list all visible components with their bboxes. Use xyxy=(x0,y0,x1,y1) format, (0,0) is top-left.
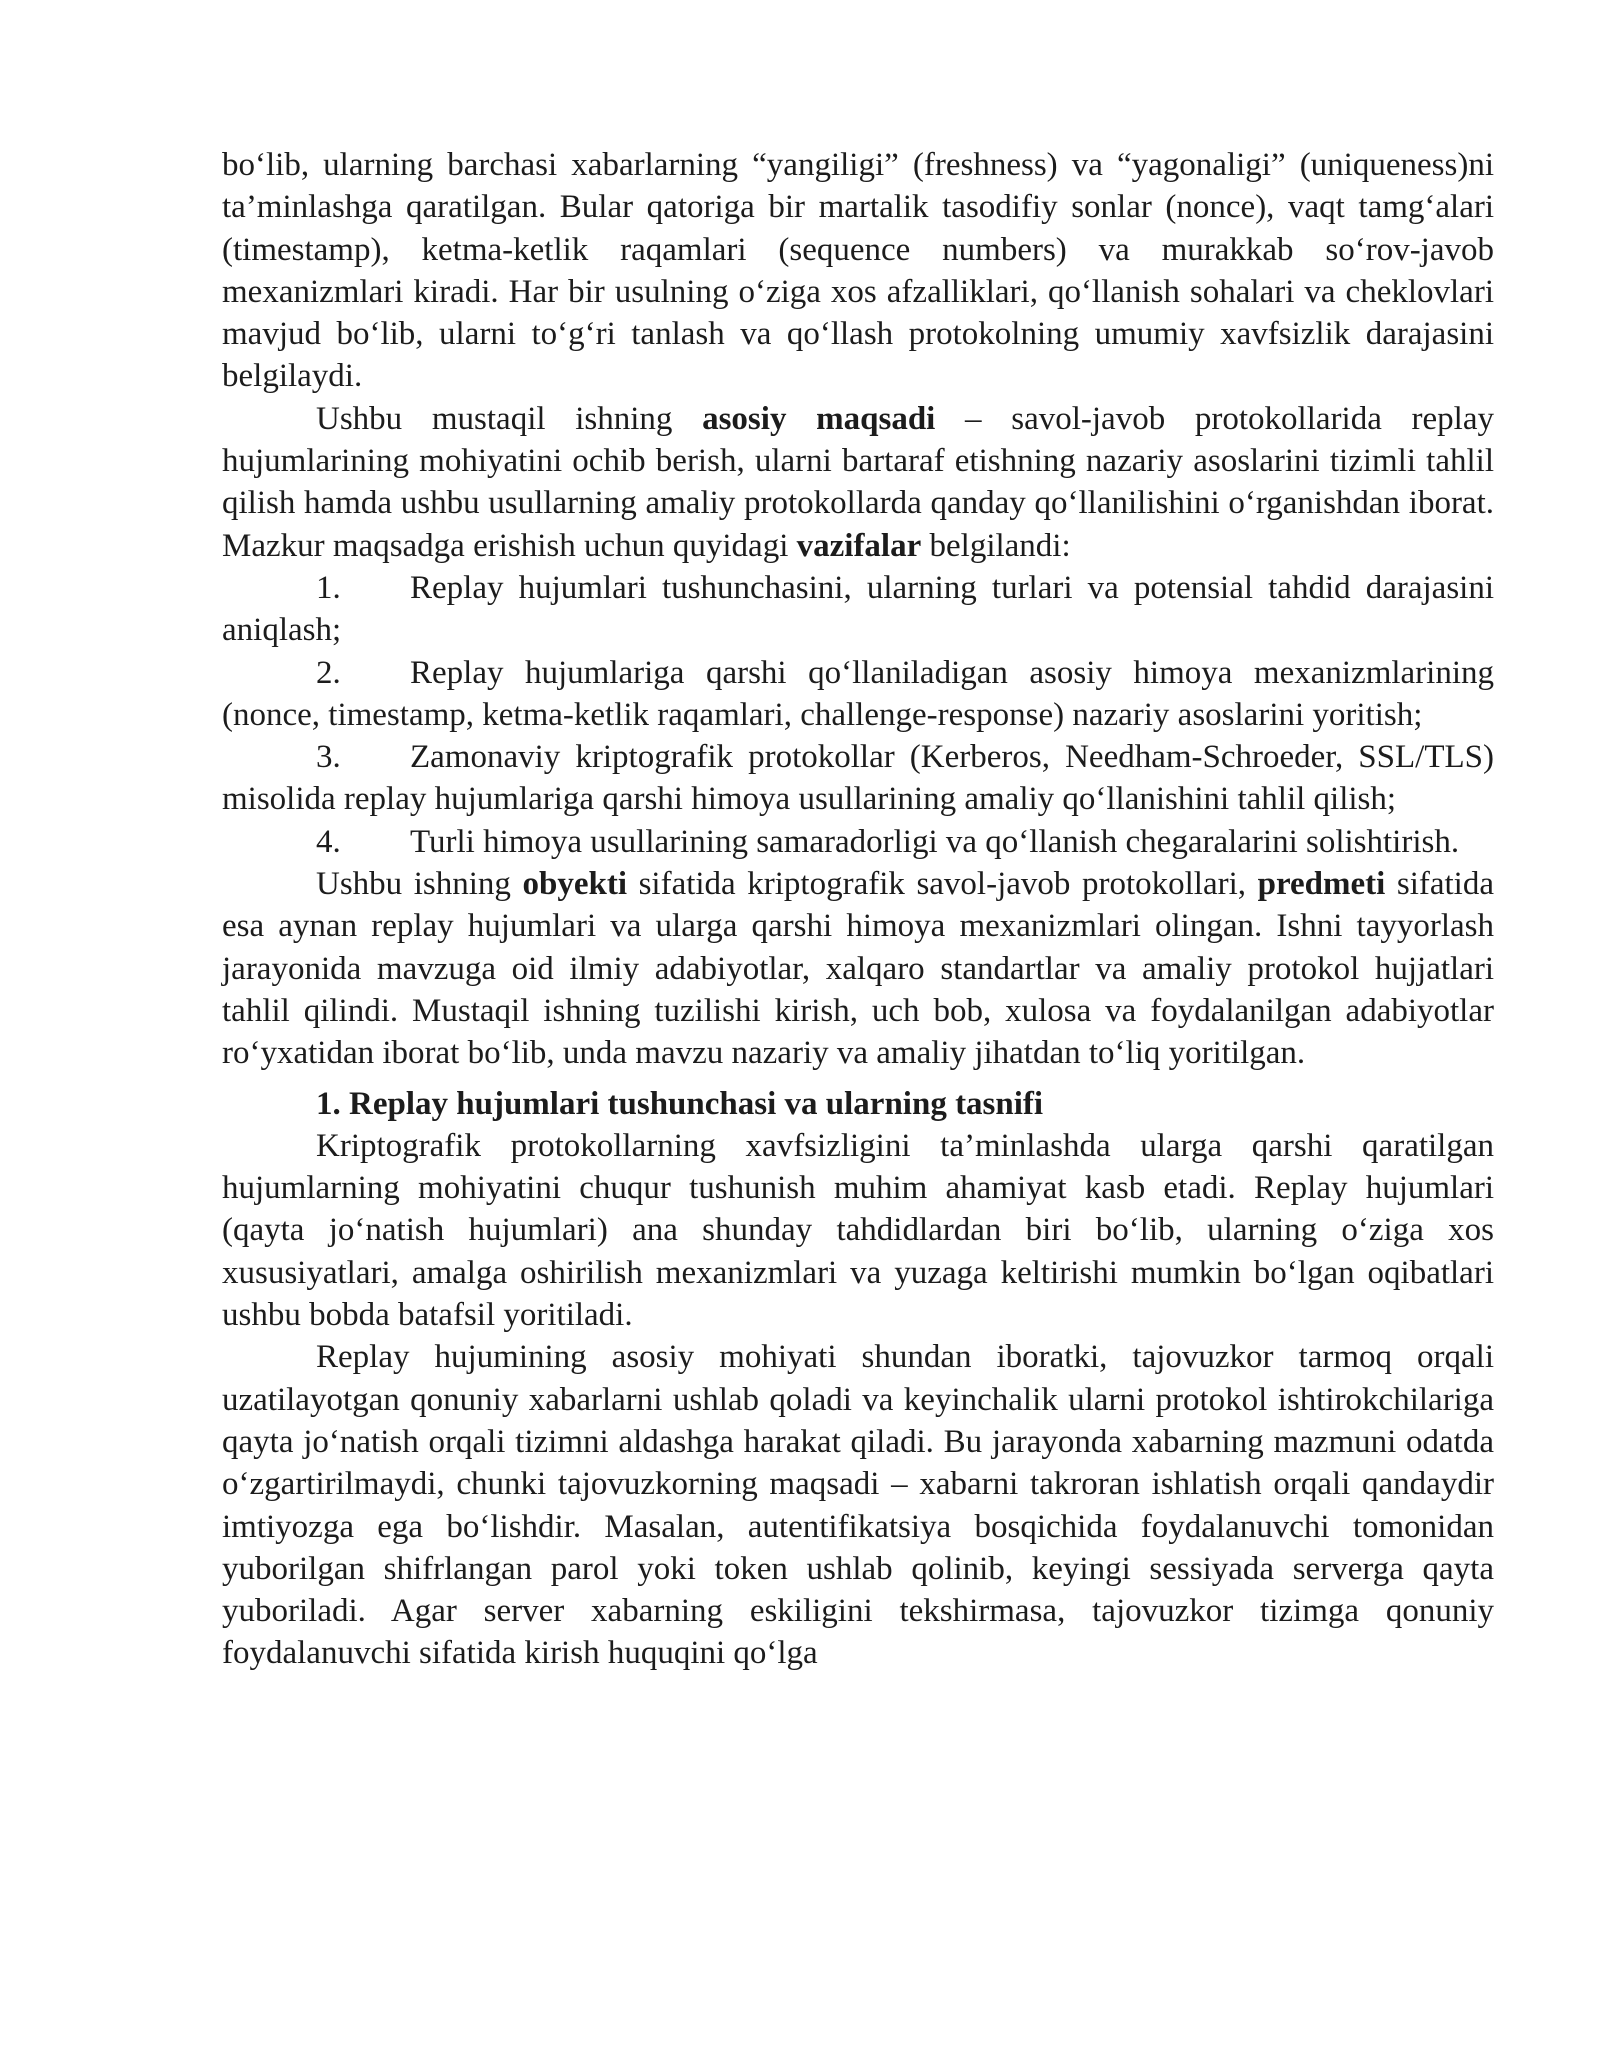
task-item-4 xyxy=(222,821,1494,863)
document-page xyxy=(222,144,1494,1675)
task-item-3 xyxy=(222,736,1494,821)
task-item-2 xyxy=(222,652,1494,737)
task-number: 4. xyxy=(316,823,341,860)
object-bold-object: obyekti xyxy=(522,866,627,903)
task-number: 3. xyxy=(316,739,341,776)
section-paragraph-2: Replay hujumining asosiy mohiyati shundan iboratki, tajovuzkor tarmoq orqali uzatilayotgan qonuniy xabarlarni ushlab qoladi va keyinchalik ularni protokol ishtirokchilariga qayta jo‘natish orqali tizimni aldashga harakat qiladi. Bu jarayonda xabarning mazmuni odatda o‘zgartirilmaydi, chunki tajovuzkorning maqsadi – xabarni takroran ishlatish orqali qandaydir imtiyozga ega bo‘lishdir. Masalan, autentifikatsiya bosqichida foydalanuvchi tomonidan yuborilgan shifrlangan parol yoki token ushlab qolinib, keyingi sessiyada serverga qayta yuboriladi. Agar server xabarning eskiligini tekshirmasa, tajovuzkor tizimga qonuniy foydalanuvchi sifatida kirish huquqini qo‘lga xyxy=(222,1339,1494,1672)
task-text: Turli himoya usullarining samaradorligi va qo‘llanish chegaralarini solishtirish. xyxy=(410,823,1460,860)
task-text: Zamonaviy kriptografik protokollar (Kerberos, Needham-Schroeder, SSL/TLS) misolida replay hujumlariga qarshi himoya usullarining amaliy qo‘llanishini tahlil qilish; xyxy=(222,739,1494,818)
section-paragraph-1: Kriptografik protokollarning xavfsizligini ta’minlashda ularga qarshi qaratilgan hujumlarning mohiyatini chuqur tushunish muhim ahamiyat kasb etadi. Replay hujumlari (qayta jo‘natish hujumlari) ana shunday tahdidlardan biri bo‘lib, ularning o‘ziga xos xususiyatlari, amalga oshirilish mexanizmlari va yuzaga keltirishi mumkin bo‘lgan oqibatlari ushbu bobda batafsil yoritiladi. xyxy=(222,1127,1494,1334)
section-heading: 1. Replay hujumlari tushunchasi va ularning tasnifi xyxy=(316,1085,1044,1122)
goal-text-before: Ushbu mustaqil ishning xyxy=(316,400,703,437)
object-text-before: Ushbu ishning xyxy=(316,866,523,903)
task-text: Replay hujumlari tushunchasini, ularning turlari va potensial tahdid darajasini aniqlash; xyxy=(222,569,1494,649)
goal-text-middle: – savol-javob protokollarida replay hujumlarining mohiyatini ochib berish, ularni bartaraf etishning nazariy asoslarini tizimli tahlil qilish hamda ushbu usullarning amaliy protokollarda qanday qo‘llanilishini o‘rganishdan iborat. Mazkur maqsadga erishish uchun quyidagi xyxy=(222,400,1494,564)
object-text-after: sifatida esa aynan replay hujumlari va ularga qarshi himoya mexanizmlari olingan. Ishni tayyorlash jarayonida mavzuga oid ilmiy adabiyotlar, xalqaro standartlar va amaliy protokol hujjatlari tahlil qilindi. Mustaqil ishning tuzilishi kirish, uch bob, xulosa va foydalanilgan adabiyotlar ro‘yxatidan iborat bo‘lib, unda mavzu nazariy va amaliy jihatdan to‘liq yoritilgan. xyxy=(222,866,1494,1072)
task-number: 2. xyxy=(316,654,341,691)
goal-bold-tasks: vazifalar xyxy=(796,527,922,564)
goal-bold-main-goal: asosiy maqsadi xyxy=(702,400,936,437)
intro-paragraph: bo‘lib, ularning barchasi xabarlarning “yangiligi” (freshness) va “yagonaligi” (uniqueness)ni ta’minlashga qaratilgan. Bular qatoriga bir martalik tasodifiy sonlar (nonce), vaqt tamg‘alari (timestamp), ketma-ketlik raqamlari (sequence numbers) va murakkab so‘rov-javob mexanizmlari kiradi. Har bir usulning o‘ziga xos afzalliklari, qo‘llanish sohalari va cheklovlari mavjud bo‘lib, ularni to‘g‘ri tanlash va qo‘llash protokolning umumiy xavfsizlik darajasini belgilaydi. xyxy=(222,147,1494,395)
task-text: Replay hujumlariga qarshi qo‘llaniladigan asosiy himoya mexanizmlarining (nonce, timestamp, ketma-ketlik raqamlari, challenge-response) nazariy asoslarini yoritish; xyxy=(222,654,1494,733)
task-item-1 xyxy=(222,567,1494,652)
task-number: 1. xyxy=(316,569,341,606)
object-bold-subject: predmeti xyxy=(1257,866,1386,903)
object-paragraph xyxy=(222,863,1494,1074)
goal-paragraph xyxy=(222,398,1494,567)
object-text-middle: sifatida kriptografik savol-javob protokollari, xyxy=(627,866,1258,903)
goal-text-after: belgilandi: xyxy=(921,527,1071,564)
